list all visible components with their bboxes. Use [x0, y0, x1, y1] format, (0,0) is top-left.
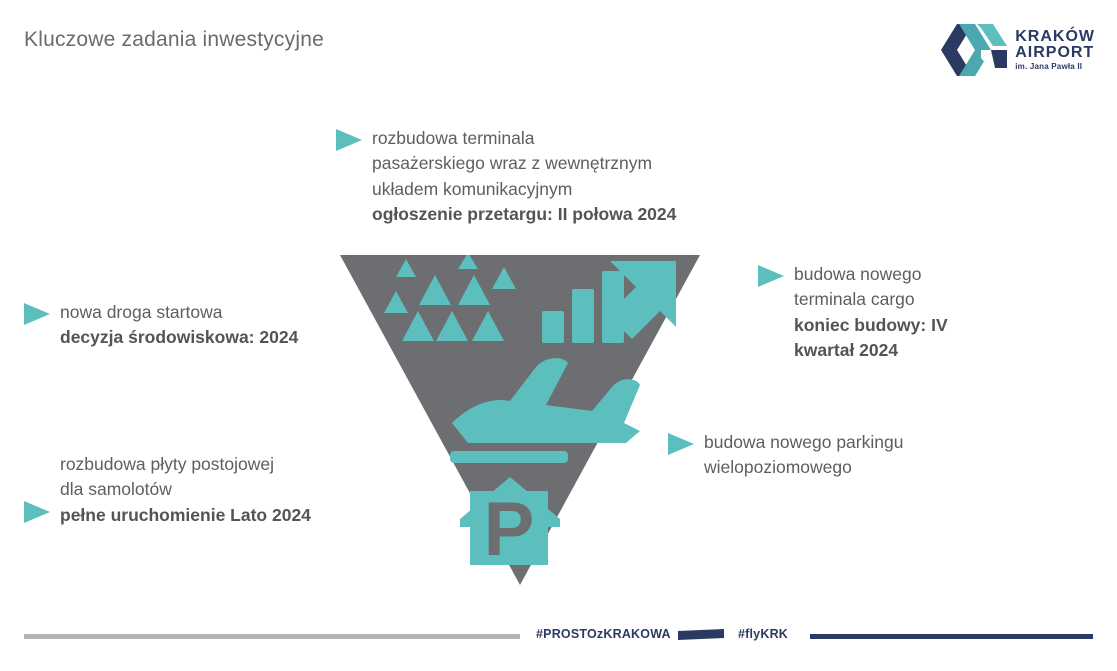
- footer: [0, 625, 1117, 649]
- callout-apron: [24, 452, 394, 528]
- callout-line: budowa nowego: [794, 264, 922, 284]
- callout-cargo: [758, 262, 1018, 364]
- inverted-triangle-infographic: [340, 255, 700, 585]
- callout-line: nowa droga startowa: [60, 302, 223, 322]
- callout-line: rozbudowa płyty postojowej: [60, 454, 275, 474]
- callout-line: wielopoziomowego: [704, 457, 852, 478]
- callout-line: dla samolotów: [60, 479, 172, 500]
- footer-divider-right: [810, 634, 1093, 639]
- footer-swoosh-icon: [678, 629, 724, 640]
- callout-line-emphasis: ogłoszenie przetargu: II połowa 2024: [372, 204, 677, 225]
- logo-line-airport: AIRPORT: [1015, 43, 1095, 61]
- callout-line: rozbudowa terminala: [372, 128, 535, 148]
- callout-terminal: [336, 126, 766, 228]
- callout-line-emphasis: pełne uruchomienie Lato 2024: [60, 504, 311, 525]
- callout-line: pasażerskiego wraz z wewnętrznym: [372, 153, 653, 174]
- parking-house-icon: [460, 477, 560, 572]
- callout-cargo-text: [794, 262, 948, 364]
- logo-line-patron: im. Jana Pawła II: [1015, 62, 1083, 72]
- callout-apron-text: [60, 452, 311, 528]
- callout-runway: [24, 300, 354, 351]
- callout-runway-text: [60, 300, 298, 351]
- footer-hashtag-right: #flyKRK: [738, 627, 789, 641]
- page-title: Kluczowe zadania inwestycyjne: [24, 28, 324, 51]
- arrow-right-icon: [24, 501, 50, 523]
- callout-line: układem komunikacyjnym: [372, 178, 573, 199]
- arrow-right-icon: [758, 265, 784, 287]
- parking-letter: P: [483, 487, 535, 572]
- arrow-right-icon: [336, 129, 362, 151]
- callout-line-emphasis: kwartał 2024: [794, 340, 899, 361]
- logo-line-krakow: KRAKÓW: [1015, 27, 1095, 45]
- callout-line: budowa nowego parkingu: [704, 432, 904, 452]
- footer-divider-left: [24, 634, 520, 639]
- krakow-airport-logo: [941, 24, 1095, 76]
- logo-text: [1015, 29, 1095, 72]
- callout-line-emphasis: koniec budowy: IV: [794, 314, 948, 335]
- callout-parking-text: [704, 430, 903, 481]
- logo-mark-icon: [941, 24, 1007, 76]
- callout-terminal-text: [372, 126, 676, 228]
- arrow-right-icon: [24, 303, 50, 325]
- footer-hashtag-left: #PROSTOzKRAKOWA: [536, 627, 671, 641]
- callout-parking: [668, 430, 988, 481]
- arrow-right-icon: [668, 433, 694, 455]
- callout-line: terminala cargo: [794, 289, 915, 310]
- callout-line-emphasis: decyzja środowiskowa: 2024: [60, 327, 299, 348]
